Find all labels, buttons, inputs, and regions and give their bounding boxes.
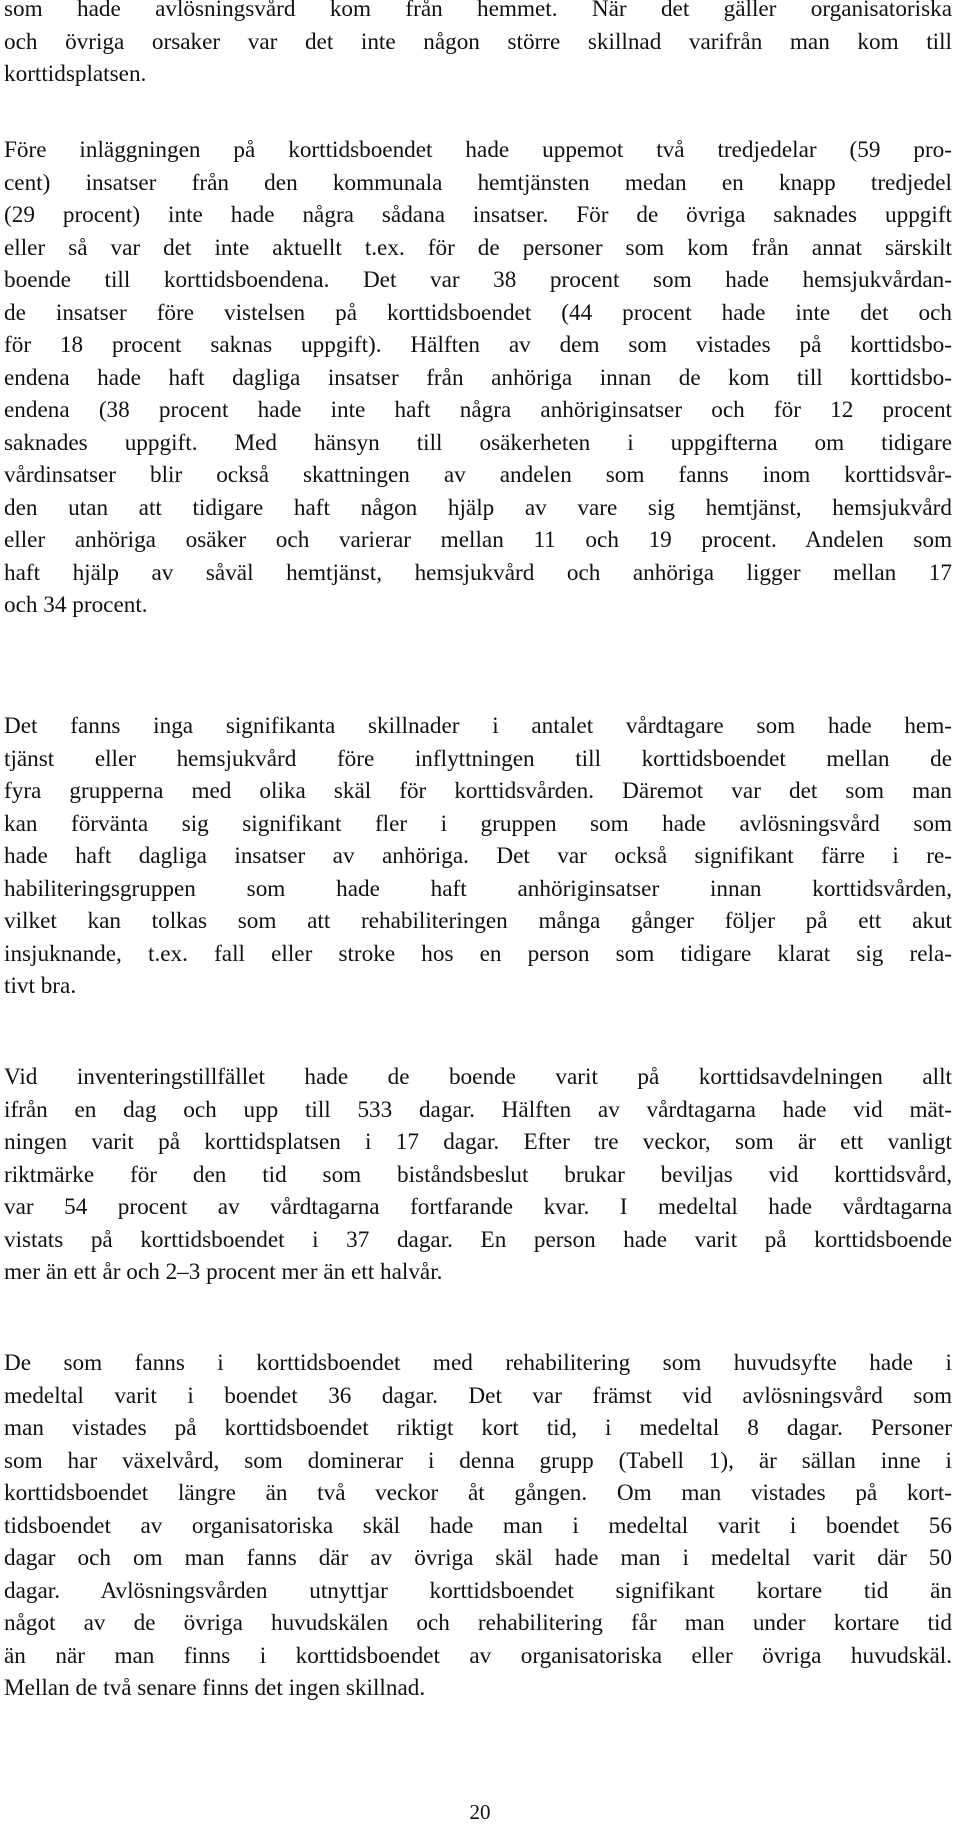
text-line: saknades uppgift. Med hänsyn till osäkerheten i uppgifterna om tidigare: [4, 429, 952, 456]
text-line: habiliteringsgruppen som hade haft anhöriginsatser innan korttidsvården,: [4, 875, 952, 902]
text-line: för 18 procent saknas uppgift). Hälften av dem som vistades på korttidsbo-: [4, 332, 952, 358]
text-line: dagar och om man fanns där av övriga skäl hade man i medeltal varit där 50: [4, 1545, 952, 1571]
text-line: kan förvänta sig signifikant fler i gruppen som hade avlösningsvård som: [4, 810, 952, 837]
text-line: den utan att tidigare haft någon hjälp av vare sig hemtjänst, hemsjukvård: [4, 494, 952, 521]
text-line: vistats på korttidsboendet i 37 dagar. En person hade varit på korttidsboende: [4, 1226, 952, 1253]
text-line: insjuknande, t.ex. fall eller stroke hos en person som tidigare klarat sig rela-: [4, 940, 952, 967]
paragraph-1: [4, 0, 952, 91]
text-line: cent) insatser från den kommunala hemtjänsten medan en knapp tredjedel: [4, 169, 952, 196]
text-line: riktmärke för den tid som biståndsbeslut brukar beviljas vid korttidsvård,: [4, 1161, 952, 1188]
text-line: medeltal varit i boendet 36 dagar. Det var främst vid avlösningsvård som: [4, 1382, 952, 1409]
text-line: De som fanns i korttidsboendet med rehabilitering som huvudsyfte hade i: [4, 1350, 952, 1376]
text-line: (29 procent) inte hade några sådana insatser. För de övriga saknades uppgift: [4, 202, 952, 228]
text-line: haft hjälp av såväl hemtjänst, hemsjukvård och anhöriga ligger mellan 17: [4, 559, 952, 586]
text-line: fyra grupperna med olika skäl för korttidsvården. Däremot var det som man: [4, 778, 952, 804]
text-line: och 34 procent.: [4, 592, 148, 618]
text-line: tidsboendet av organisatoriska skäl hade man i medeltal varit i boendet 56: [4, 1512, 952, 1539]
text-line: man vistades på korttidsboendet riktigt kort tid, i medeltal 8 dagar. Personer: [4, 1415, 952, 1441]
text-line: dagar. Avlösningsvården utnyttjar korttidsboendet signifikant kortare tid än: [4, 1577, 952, 1604]
text-line: tivt bra.: [4, 973, 77, 999]
text-line: Mellan de två senare finns det ingen skillnad.: [4, 1675, 426, 1701]
text-line: vilket kan tolkas som att rehabiliteringen många gånger följer på ett akut: [4, 908, 952, 934]
text-line: endena (38 procent hade inte haft några anhöriginsatser och för 12 procent: [4, 397, 952, 423]
page-number: 20: [469, 1800, 491, 1824]
paragraph-3: [4, 710, 952, 1003]
text-line: och övriga orsaker var det inte någon större skillnad varifrån man kom till: [4, 28, 952, 55]
paragraph-5: [4, 1347, 952, 1705]
text-line: Vid inventeringstillfället hade de boende varit på korttidsavdelningen allt: [4, 1064, 952, 1090]
text-line: något av de övriga huvudskälen och rehabilitering får man under kortare tid: [4, 1610, 952, 1636]
text-line: korttidsboendet längre än två veckor åt gången. Om man vistades på kort-: [4, 1480, 952, 1506]
text-line: ifrån en dag och upp till 533 dagar. Hälften av vårdtagarna hade vid mät-: [4, 1096, 952, 1123]
paragraph-2: [4, 134, 952, 622]
text-line: korttidsplatsen.: [4, 61, 147, 87]
text-line: eller anhöriga osäker och varierar mellan 11 och 19 procent. Andelen som: [4, 527, 952, 553]
text-line: hade haft dagliga insatser av anhöriga. Det var också signifikant färre i re-: [4, 843, 952, 869]
text-line: Det fanns inga signifikanta skillnader i antalet vårdtagare som hade hem-: [4, 713, 952, 739]
text-line: de insatser före vistelsen på korttidsboendet (44 procent hade inte det och: [4, 299, 952, 326]
text-line: endena hade haft dagliga insatser från anhöriga innan de kom till korttidsbo-: [4, 364, 952, 391]
text-line: eller så var det inte aktuellt t.ex. för de personer som kom från annat särskilt: [4, 234, 952, 261]
paragraph-4: [4, 1061, 952, 1289]
text-line: boende till korttidsboendena. Det var 38 procent som hade hemsjukvårdan-: [4, 267, 952, 293]
text-line: tjänst eller hemsjukvård före inflyttningen till korttidsboendet mellan de: [4, 745, 952, 772]
text-line: som har växelvård, som dominerar i denna grupp (Tabell 1), är sällan inne i: [4, 1447, 952, 1474]
text-line: vårdinsatser blir också skattningen av andelen som fanns inom korttidsvår-: [4, 462, 952, 488]
text-line: som hade avlösningsvård kom från hemmet. När det gäller organisatoriska: [4, 0, 952, 22]
text-line: ningen varit på korttidsplatsen i 17 dagar. Efter tre veckor, som är ett vanligt: [4, 1129, 952, 1155]
text-line: var 54 procent av vårdtagarna fortfarande kvar. I medeltal hade vårdtagarna: [4, 1194, 952, 1220]
text-line: Före inläggningen på korttidsboendet hade uppemot två tredjedelar (59 pro-: [4, 137, 952, 163]
text-line: mer än ett år och 2–3 procent mer än ett halvår.: [4, 1259, 443, 1285]
text-line: än när man finns i korttidsboendet av organisatoriska eller övriga huvudskäl.: [4, 1642, 952, 1669]
